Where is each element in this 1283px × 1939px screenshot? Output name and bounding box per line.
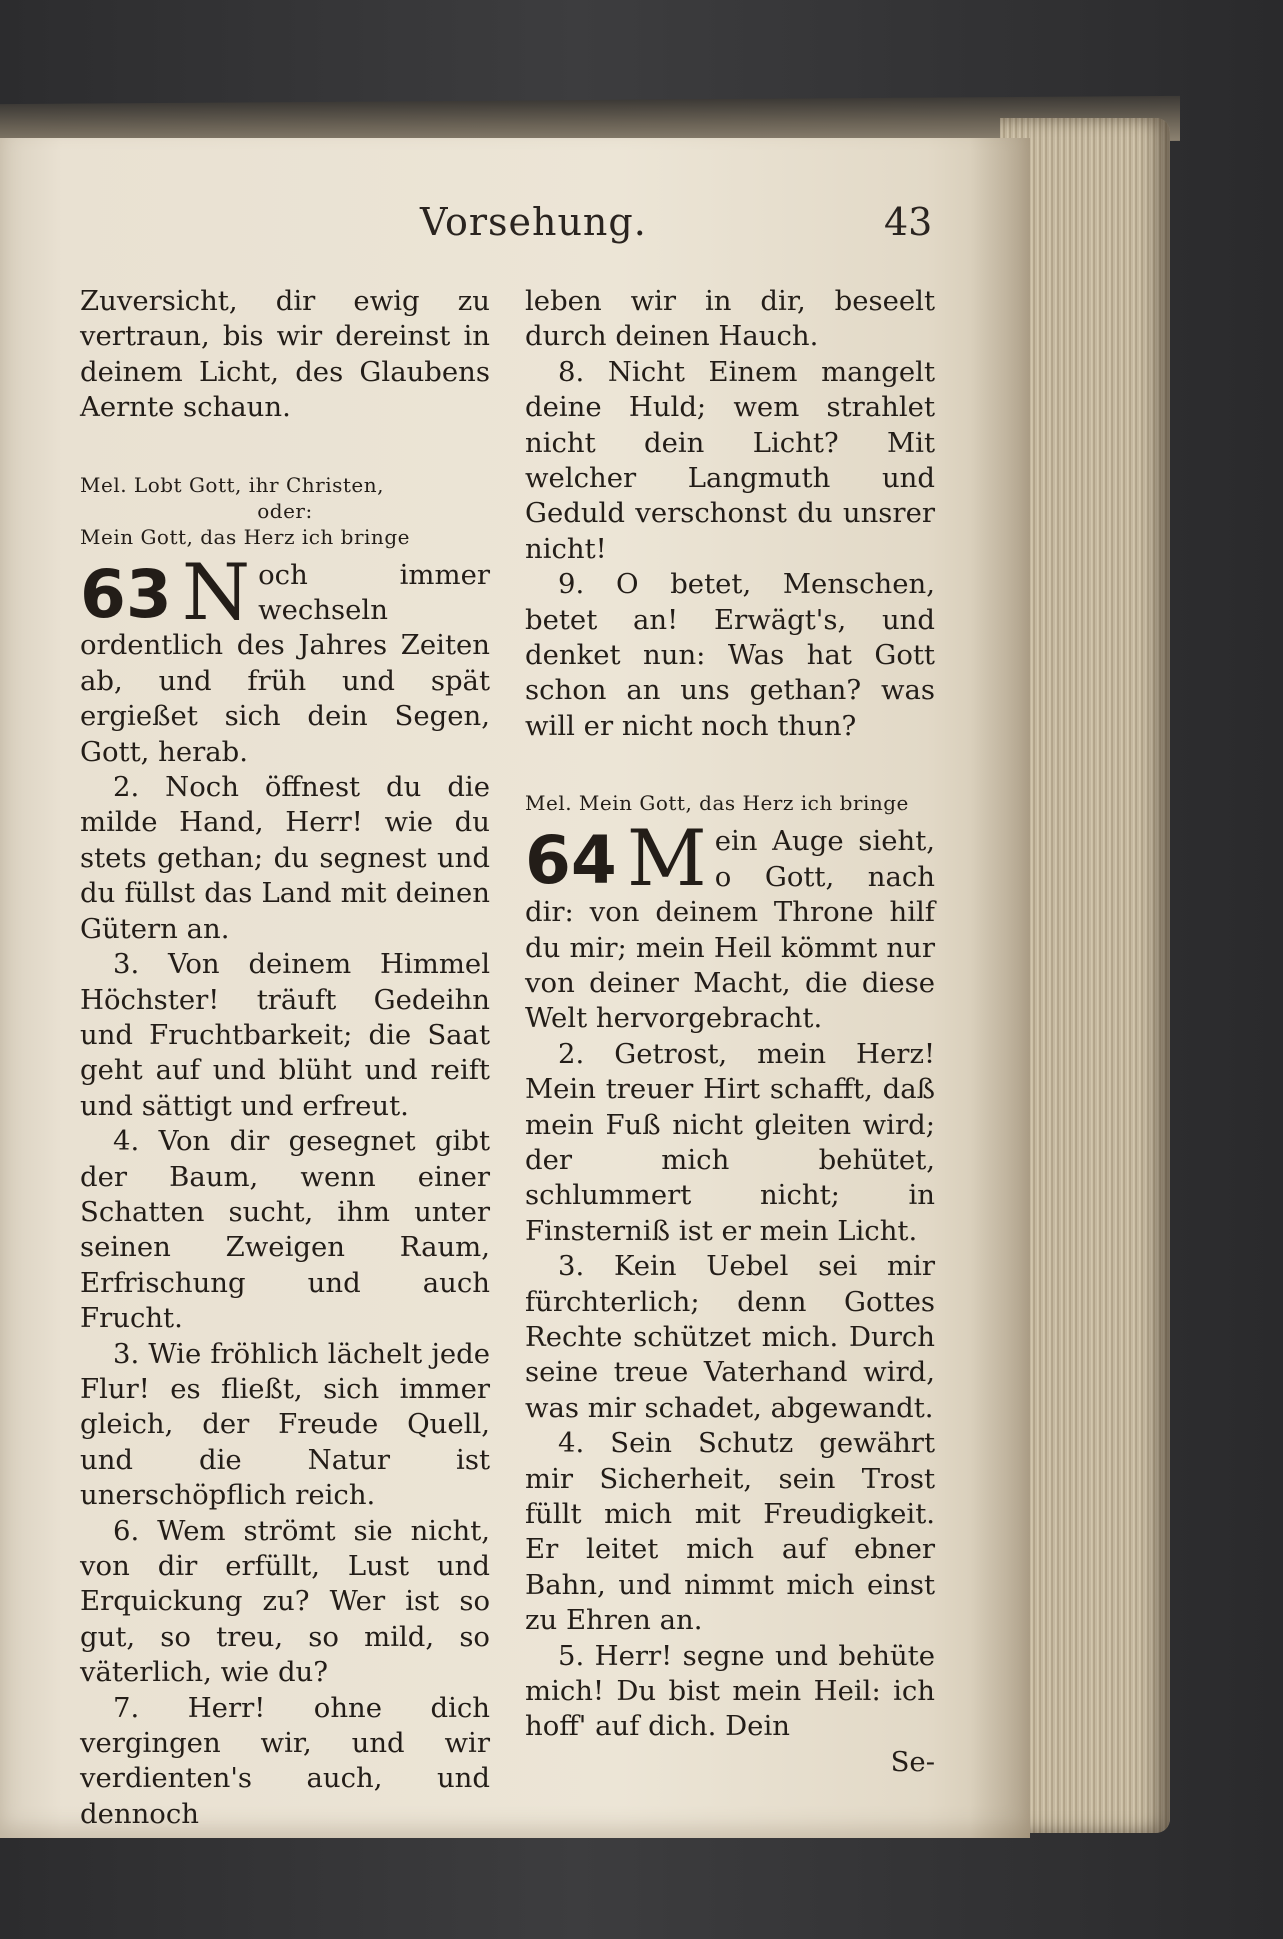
- melody-line: [80, 472, 490, 550]
- stanza: 3. Kein Uebel sei mir fürchterlich; denn Gottes Rechte schützet mich. Durch seine treue Vaterhand wird, was mir schadet, abgewandt.: [525, 1250, 935, 1424]
- stanza: 3. Wie fröhlich lächelt jede Flur! es fließt, sich immer gleich, der Freude Quell, und die Natur ist unerschöpflich reich.: [80, 1337, 490, 1512]
- hymn-63: [80, 547, 490, 770]
- intro-text: Zuversicht, dir ewig zu vertraun, bis wir dereinst in deinem Licht, des Glaubens Aernte schaun.: [80, 285, 490, 424]
- stanza: 7. Herr! ohne dich vergingen wir, und wir verdienten's auch, und dennoch: [80, 1691, 490, 1830]
- left-column: [80, 284, 490, 1832]
- hymn-64: [525, 814, 935, 1036]
- dropcap: M: [626, 814, 707, 905]
- stanza: 2. Noch öffnest du die milde Hand, Herr! wie du stets gethan; du segnest und du füllst das Land mit deinen Gütern an.: [80, 771, 490, 945]
- stanza: 3. Von deinem Himmel Höchster! träuft Gedeihn und Fruchtbarkeit; die Saat geht auf und blüht und reift und sättigt und erfreut.: [80, 948, 490, 1122]
- hymn-number: 63: [80, 555, 172, 633]
- melody-alt: Mein Gott, das Herz ich bringe: [80, 524, 410, 549]
- stanza: ein Auge sieht, o Gott, nach dir: von deinem Throne hilf du mir; mein Heil kömmt nur von deiner Macht, die diese Welt hervorgebracht.: [525, 825, 935, 1035]
- continuation-text: leben wir in dir, beseelt durch deinen Hauch.: [525, 285, 935, 353]
- stanza: 4. Sein Schutz gewährt mir Sicherheit, sein Trost füllt mich mit Freudigkeit. Er leitet mich auf ebner Bahn, und nimmt mich einst zu Ehren an.: [525, 1427, 935, 1637]
- running-title: Vorsehung.: [420, 200, 647, 244]
- dropcap: N: [181, 547, 251, 638]
- stanza: 5. Herr! segne und behüte mich! Du bist mein Heil: ich hoff' auf dich. Dein: [525, 1639, 935, 1743]
- stanza: och immer wechseln ordentlich des Jahres Zeiten ab, und früh und spät ergießet sich dein Segen, Gott, herab.: [80, 558, 490, 768]
- page-header: [0, 200, 1283, 260]
- hymn-number: 64: [525, 822, 617, 900]
- stanza: 2. Getrost, mein Herz! Mein treuer Hirt schafft, daß mein Fuß nicht gleiten wird; der mich behütet, schlummert nicht; in Finsterniß ist er mein Licht.: [525, 1037, 935, 1247]
- catchword: Se-: [890, 1745, 935, 1778]
- right-column: [525, 284, 935, 1780]
- stanza: 4. Von dir gesegnet gibt der Baum, wenn einer Schatten sucht, ihm unter seinen Zweigen Raum, Erfrischung und auch Frucht.: [80, 1125, 490, 1335]
- melody-line: Mel. Mein Gott, das Herz ich bringe: [525, 791, 909, 816]
- stanza: 9. O betet, Menschen, betet an! Erwägt's, und denket nun: Was hat Gott schon an uns gethan? was will er nicht noch thun?: [525, 568, 935, 742]
- melody-or: oder:: [257, 498, 313, 523]
- melody-text: Mel. Lobt Gott, ihr Christen,: [80, 472, 384, 497]
- stanza: 6. Wem strömt sie nicht, von dir erfüllt, Lust und Erquickung zu? Wer ist so gut, so treu, so mild, so väterlich, wie du?: [80, 1514, 490, 1689]
- page-number: 43: [884, 200, 933, 244]
- stanza: 8. Nicht Einem mangelt deine Huld; wem strahlet nicht dein Licht? Mit welcher Langmuth und Geduld verschonst du unsrer nicht!: [525, 355, 935, 565]
